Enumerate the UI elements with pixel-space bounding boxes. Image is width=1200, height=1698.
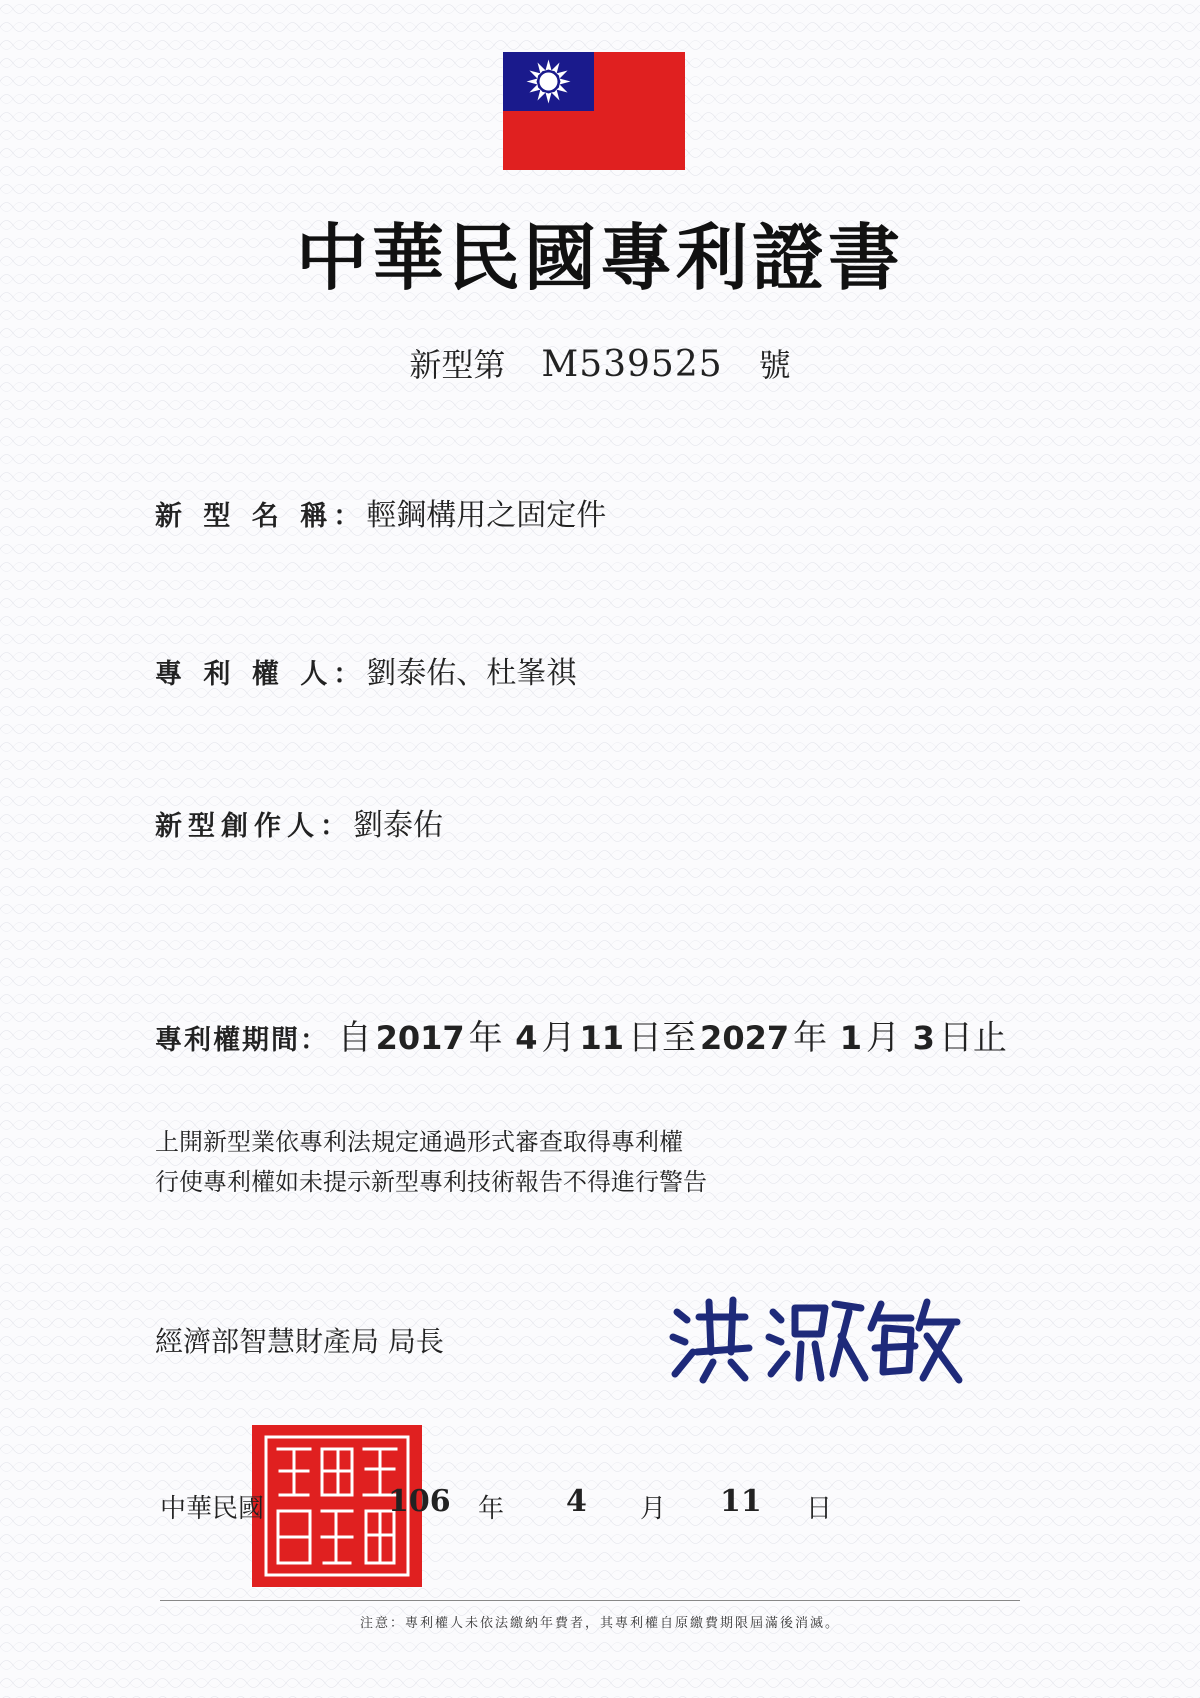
field-creator: [155, 800, 443, 844]
period-day-word: 日: [628, 1018, 663, 1058]
field-value: 劉泰佑、杜峯祺: [366, 656, 577, 691]
period-from-year: 2017: [375, 1019, 465, 1057]
field-label: 新型創作人：: [155, 811, 353, 842]
field-label: 新 型 名 稱：: [155, 501, 367, 532]
issue-year: 106: [388, 1484, 451, 1519]
period-to-word: 至: [662, 1018, 697, 1058]
period-from-month: 4: [515, 1019, 538, 1057]
issuing-office: 經濟部智慧財產局 局長: [155, 1325, 444, 1358]
director-signature: [665, 1282, 965, 1392]
issue-month: 4: [566, 1484, 587, 1519]
notice-line: 上開新型業依專利法規定通過形式審查取得專利權: [155, 1128, 683, 1156]
period-to-month: 1: [839, 1019, 862, 1057]
period-from-word: 自: [337, 1018, 372, 1058]
field-patentee: [155, 648, 576, 692]
footer-divider: [160, 1600, 1020, 1601]
period-label: 專利權期間：: [155, 1025, 329, 1056]
issue-year-word: 年: [478, 1494, 505, 1524]
notice-text: [155, 1122, 707, 1202]
field-model-name: [155, 490, 606, 534]
period-month-word: 月: [541, 1018, 576, 1058]
period-from-day: 11: [579, 1019, 625, 1057]
issue-day: 11: [720, 1484, 762, 1519]
field-label: 專 利 權 人：: [155, 659, 367, 690]
issue-month-word: 月: [640, 1494, 667, 1524]
number-prefix: 新型第: [409, 346, 506, 384]
period-end-word: 日止: [938, 1018, 1007, 1058]
period-year-word: 年: [468, 1018, 503, 1058]
certificate-number: [0, 340, 1200, 386]
issue-era: 中華民國: [160, 1494, 265, 1524]
period-month-word-2: 月: [865, 1018, 900, 1058]
patent-period: [155, 1010, 1007, 1059]
period-year-word-2: 年: [793, 1018, 828, 1058]
period-to-day: 3: [912, 1019, 935, 1057]
number-value: M539525: [541, 344, 723, 385]
footnote: 注意：專利權人未依法繳納年費者，其專利權自原繳費期限屆滿後消滅。: [359, 1616, 840, 1631]
field-value: 劉泰佑: [353, 808, 443, 843]
certificate-title: 中華民國專利證書: [295, 215, 904, 300]
roc-flag-icon: [503, 52, 685, 170]
period-to-year: 2027: [700, 1019, 790, 1057]
number-suffix: 號: [758, 346, 791, 384]
issue-day-word: 日: [806, 1494, 833, 1524]
notice-line: 行使專利權如未提示新型專利技術報告不得進行警告: [155, 1168, 707, 1196]
field-value: 輕鋼構用之固定件: [366, 498, 607, 533]
